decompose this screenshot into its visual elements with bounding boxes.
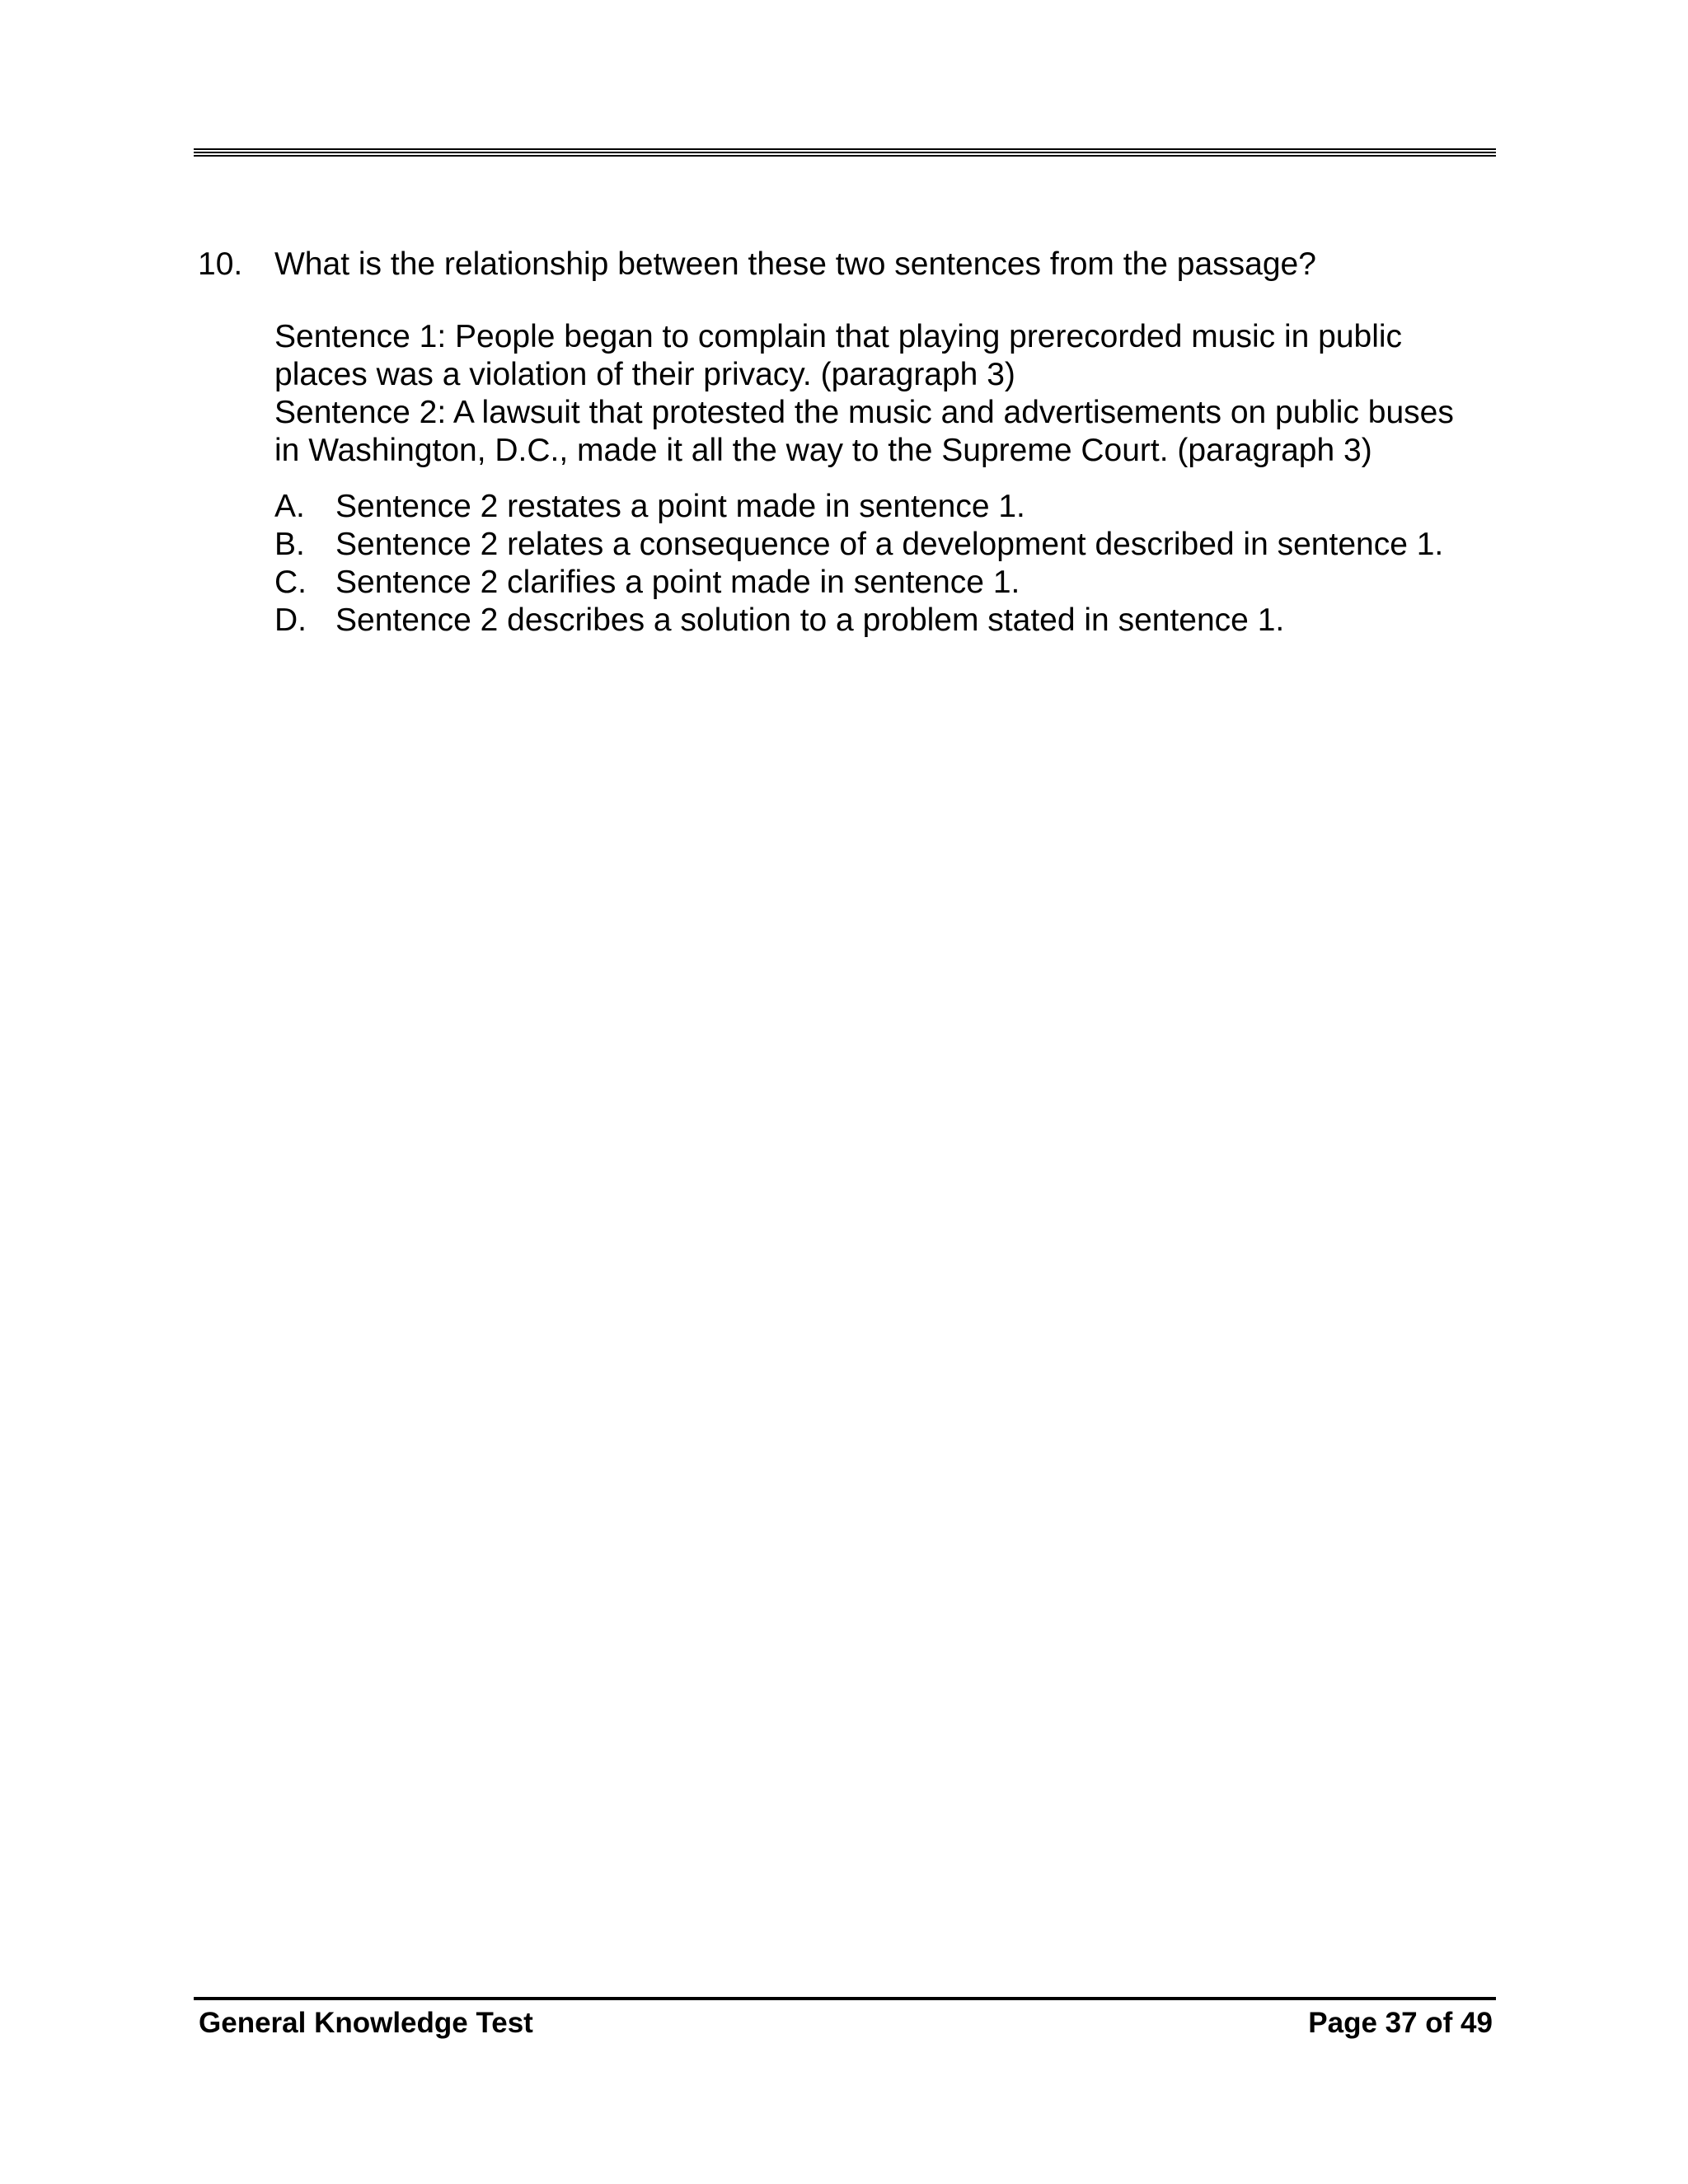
choice-text: Sentence 2 restates a point made in sentence 1. [335, 489, 1025, 524]
choice-d[interactable] [274, 602, 1500, 640]
question-10 [198, 246, 1500, 640]
question-row [198, 246, 1500, 284]
quoted-sentences [274, 318, 1461, 470]
choice-letter: B. [274, 527, 305, 562]
footer-title: General Knowledge Test [199, 2007, 533, 2039]
choice-c[interactable] [274, 564, 1500, 602]
choice-letter: A. [274, 489, 305, 524]
question-stem: What is the relationship between these two sentences from the passage? [274, 246, 1316, 282]
header-rule-line-1 [194, 148, 1496, 150]
choice-text: Sentence 2 clarifies a point made in sentence 1. [335, 565, 1020, 600]
header-rule-line-2 [194, 152, 1496, 153]
choice-text: Sentence 2 relates a consequence of a development described in sentence 1. [335, 527, 1444, 562]
choice-letter: D. [274, 602, 307, 638]
answer-choices [274, 488, 1500, 640]
page-number: Page 37 of 49 [1308, 2007, 1493, 2039]
page-footer [199, 2004, 1493, 2042]
footer-rule [194, 1997, 1496, 2000]
choice-b[interactable] [274, 526, 1500, 564]
choice-a[interactable] [274, 488, 1500, 526]
header-rule [194, 148, 1496, 158]
sentence-1: Sentence 1: People began to complain that playing prerecorded music in public places was a violation of their privacy. (paragraph 3) [274, 319, 1403, 392]
sentence-2: Sentence 2: A lawsuit that protested the music and advertisements on public buses in Washington, D.C., made it all the way to the Supreme Court. (paragraph 3) [274, 395, 1454, 468]
header-rule-line-3 [194, 155, 1496, 157]
choice-letter: C. [274, 565, 307, 600]
choice-text: Sentence 2 describes a solution to a problem stated in sentence 1. [335, 602, 1285, 638]
question-number: 10. [198, 246, 243, 282]
